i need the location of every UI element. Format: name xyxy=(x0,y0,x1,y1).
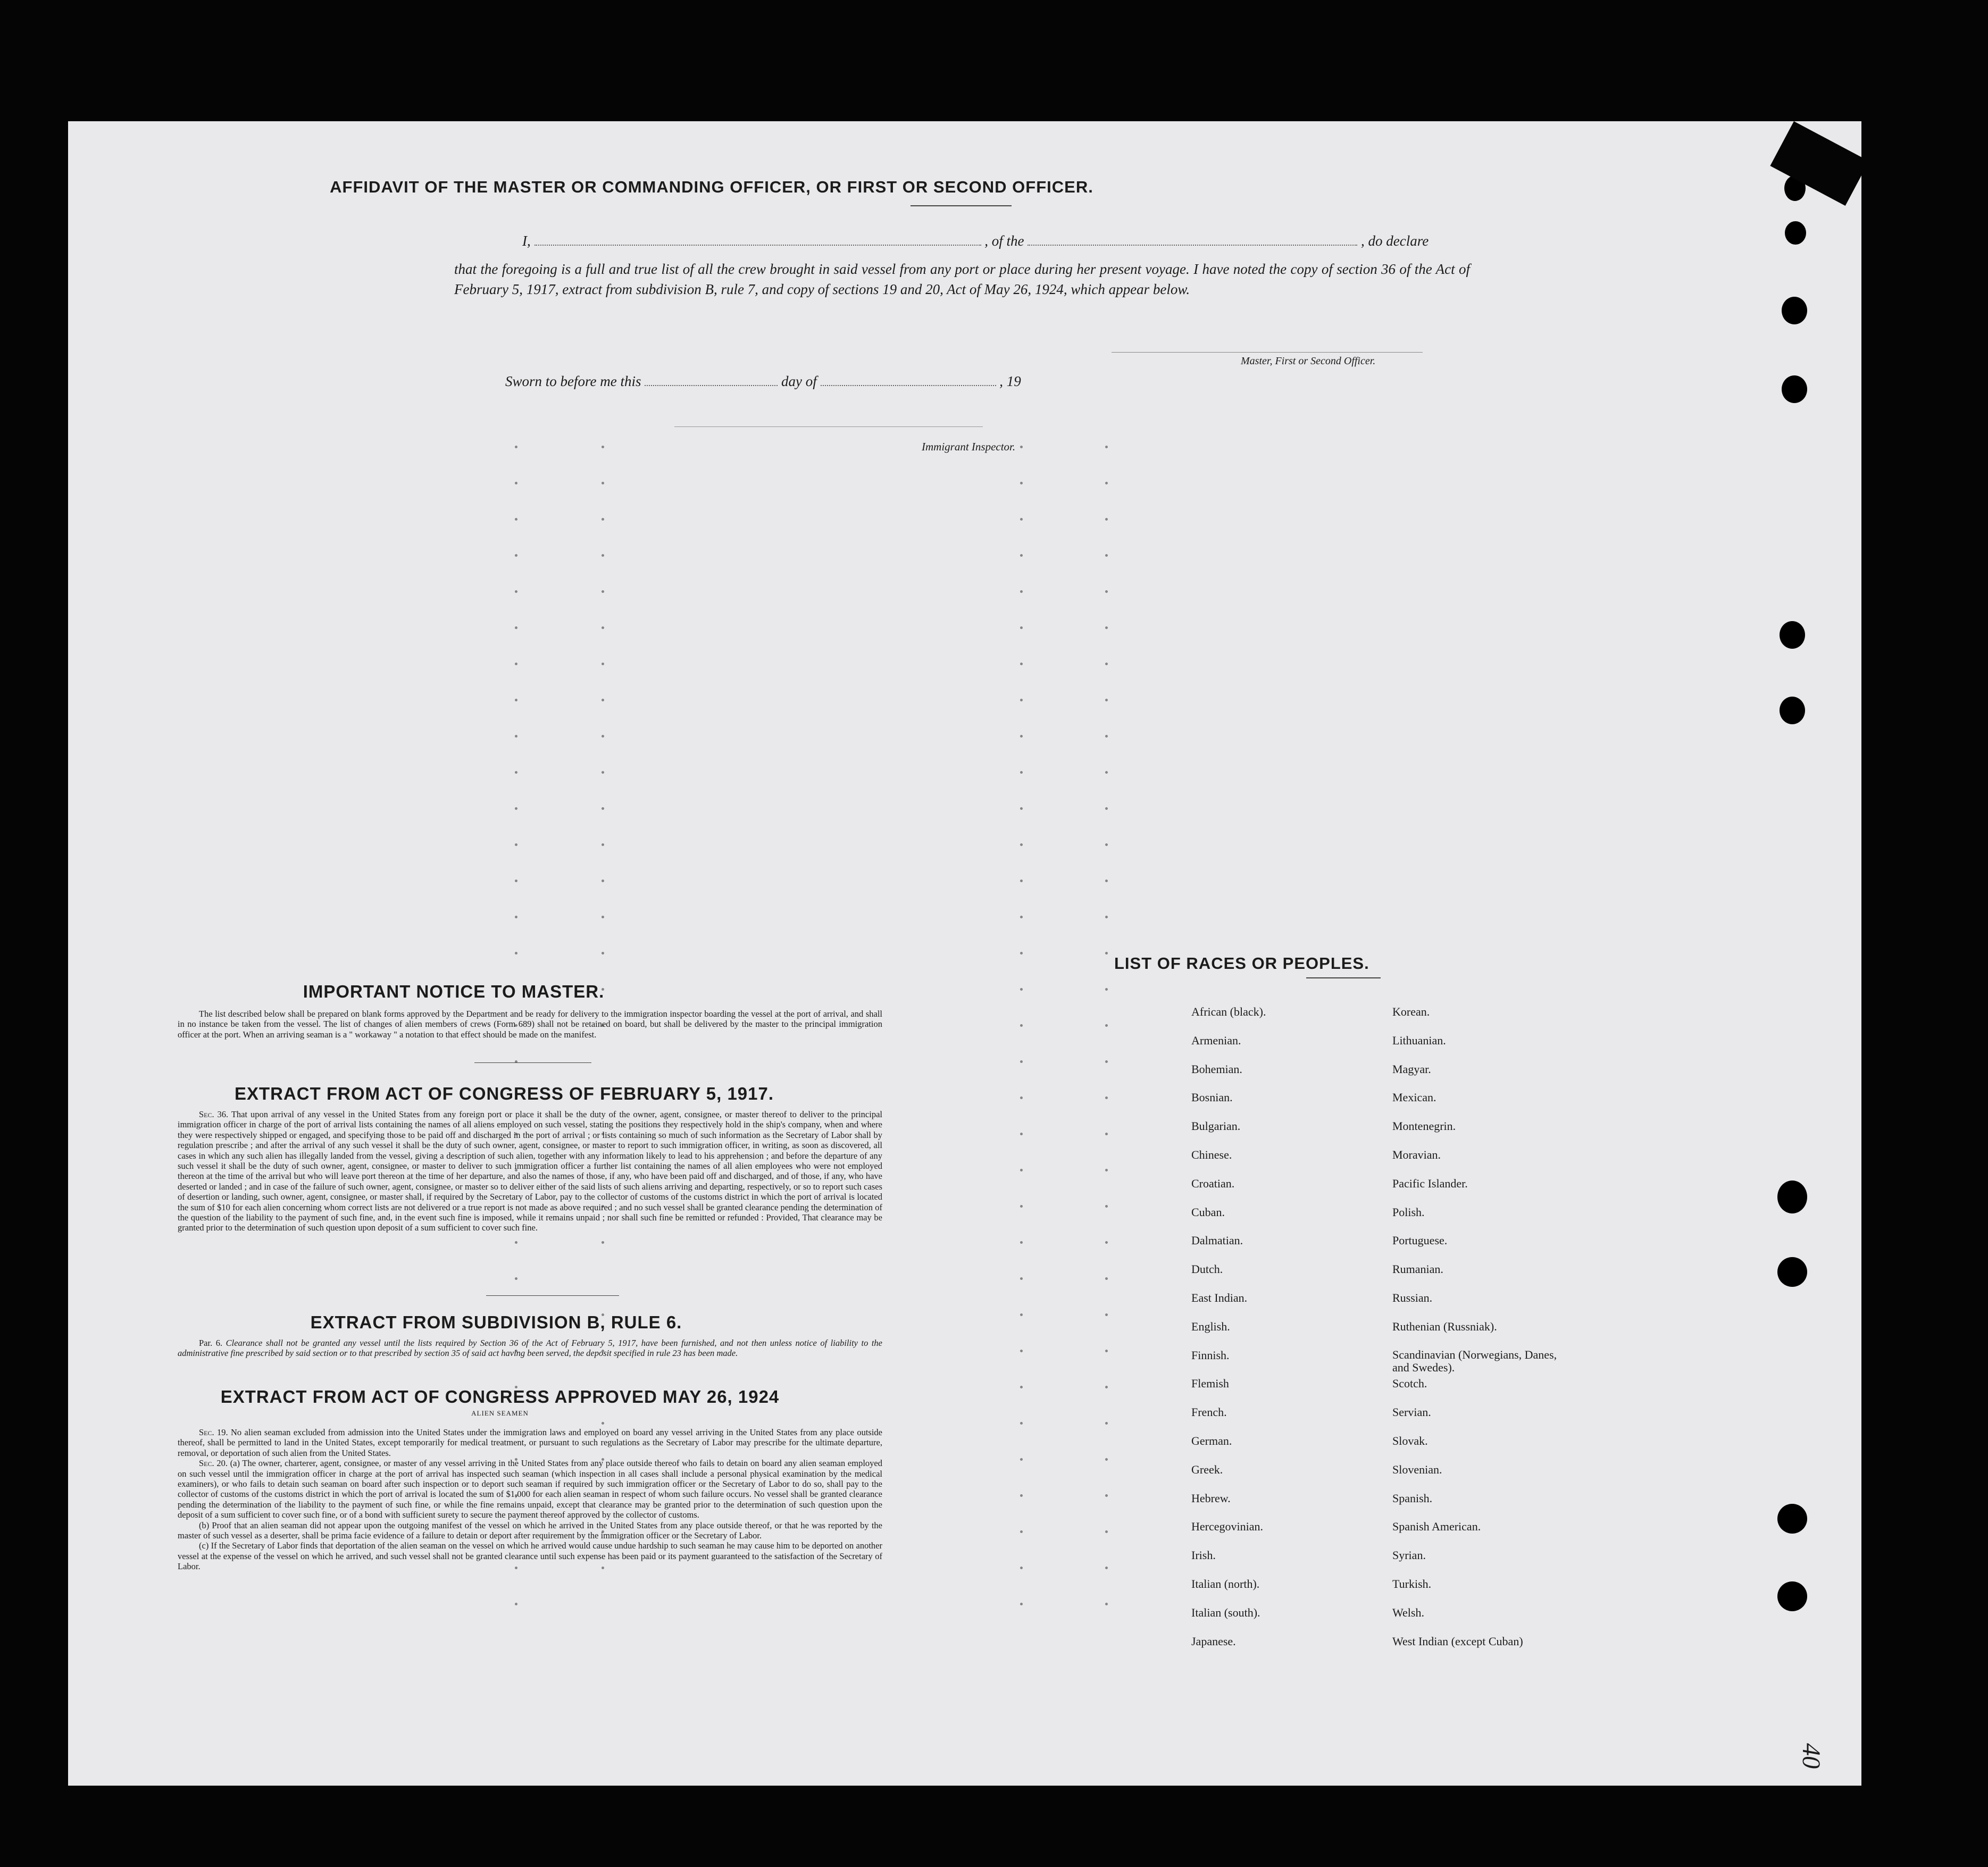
inspector-signature-line[interactable] xyxy=(674,426,983,427)
bleed-dot xyxy=(1105,482,1108,484)
bleed-dot xyxy=(1105,1422,1108,1425)
bleed-dot xyxy=(1020,988,1023,991)
bleed-dot xyxy=(515,446,517,448)
bleed-dot xyxy=(1105,1603,1108,1605)
handwritten-page-number: 40 xyxy=(1797,1743,1825,1769)
race-item: Bulgarian. xyxy=(1191,1119,1241,1133)
race-item: Bohemian. xyxy=(1191,1062,1242,1076)
bleed-dot xyxy=(1105,1567,1108,1569)
sec-36-text: That upon arrival of any vessel in the United States from any foreign port or place it shall be the duty of the owner, agent, consignee, or master thereof to deliver to the principal immigration officer in charge of the port of arrival lists containing the names of all aliens employed on such vessel, stating the positions they respectively hold in the ship's company, when and where they were respectively shipped or engaged, and specifying those to be paid off and discharged in the port of arrival ; or lists containing so much of such information as the Secretary of Labor shall by regulation prescribe ; and after the arrival of any such vessel it shall be the duty of such owner, agent, consignee, or master to report to such immigration officer, in writing, as soon as discovered, all cases in which any such alien has illegally landed from the vessel, giving a description of such alien, together with any information likely to lead to his apprehension ; and before the departure of any such vessel it shall be the duty of such owner, agent, consignee, or master to deliver to such immigration officer a further list containing the names of all alien employees who were not employed thereon at the time of the arrival but who will leave port thereon at the time of her departure, and also the names of those, if any, who have been paid off and discharged, and of those, if any, who have deserted or landed ; and in case of the failure of such owner, agent, consignee, or master so to deliver either of the said lists of such aliens arriving and departing, respectively, or so to report such cases of desertion or landing, such owner, agent, consignee, or master shall, if required by the Secretary of Labor, pay to the collector of customs of the customs district in which the port of arrival is located the sum of $10 for each alien concerning whom correct lists are not delivered or a true report is not made as above required ; and no such vessel shall be granted clearance pending the determination of the question of the liability to the payment of such fine, and, in the event such fine is imposed, while it remains unpaid ; nor shall such fine be remitted or refunded : Provided, That clearance may be granted prior to the determination of such question upon deposit of a sum sufficient to cover such fine. xyxy=(178,1109,882,1233)
race-item: Scotch. xyxy=(1392,1377,1427,1391)
bleed-dot xyxy=(1105,988,1108,991)
race-item: Pacific Islander. xyxy=(1392,1176,1468,1190)
bleed-dot xyxy=(1105,446,1108,448)
sec-36-label: Sec. 36. xyxy=(199,1109,229,1119)
race-item: Slovak. xyxy=(1392,1434,1428,1447)
bleed-dot xyxy=(1105,952,1108,955)
bleed-dot xyxy=(1105,699,1108,701)
bleed-dot xyxy=(1020,699,1023,701)
bleed-dot xyxy=(1020,1458,1023,1461)
sworn-month-field[interactable] xyxy=(821,385,996,386)
race-item: Lithuanian. xyxy=(1392,1033,1446,1047)
bleed-dot xyxy=(1020,1350,1023,1352)
punch-hole xyxy=(1777,1257,1807,1287)
bleed-dot xyxy=(1020,807,1023,810)
bleed-dot xyxy=(1020,446,1023,448)
bleed-dot xyxy=(1105,590,1108,593)
sworn-line xyxy=(505,373,1021,390)
race-item: Dutch. xyxy=(1191,1262,1223,1276)
bleed-dot xyxy=(1020,1277,1023,1280)
punch-hole xyxy=(1782,375,1807,403)
punch-hole xyxy=(1780,697,1805,724)
affidavit-title: AFFIDAVIT OF THE MASTER OR COMMANDING OFFICER, OR FIRST OR SECOND OFFICER. xyxy=(330,178,1093,196)
bleed-dot xyxy=(602,554,604,557)
race-item: Portuguese. xyxy=(1392,1234,1448,1248)
race-item: Magyar. xyxy=(1392,1062,1431,1076)
race-item: Welsh. xyxy=(1392,1605,1424,1619)
bleed-dot xyxy=(602,1422,604,1425)
bleed-dot xyxy=(515,518,517,521)
punch-hole xyxy=(1777,1181,1807,1213)
race-item: Finnish. xyxy=(1191,1348,1230,1362)
bleed-dot xyxy=(1020,1530,1023,1533)
declaration-line xyxy=(470,233,1539,249)
sec-19-label: Sec. 19. xyxy=(199,1427,228,1437)
par-6-label: Par. 6. xyxy=(199,1338,223,1348)
race-item: Russian. xyxy=(1392,1291,1433,1304)
notice-divider xyxy=(474,1062,591,1063)
bleed-dot xyxy=(515,771,517,774)
bleed-dot xyxy=(1105,735,1108,738)
par-6-text: Clearance shall not be granted any vessel until the lists required by Section 36 of the Act of February 5, 1917, have been furnished, and not then unless notice of liability to the administrative fine prescribed by said section or to that prescribed by section 35 of said act having been served, the deposit specified in rule 23 has been made. xyxy=(178,1338,883,1359)
bleed-dot xyxy=(515,735,517,738)
bleed-dot xyxy=(515,952,517,955)
bleed-dot xyxy=(1105,1277,1108,1280)
race-item: Turkish. xyxy=(1392,1577,1432,1590)
punch-hole xyxy=(1785,221,1806,245)
bleed-dot xyxy=(1105,843,1108,846)
sworn-day-field[interactable] xyxy=(645,385,778,386)
race-item: Armenian. xyxy=(1191,1033,1241,1047)
declaration-i: I, xyxy=(522,233,531,249)
bleed-dot xyxy=(1105,1060,1108,1063)
bleed-dot xyxy=(515,482,517,484)
bleed-dot xyxy=(515,807,517,810)
race-item: French. xyxy=(1191,1405,1227,1419)
bleed-dot xyxy=(602,807,604,810)
extract-1917-text xyxy=(178,1109,882,1233)
race-item: Montenegrin. xyxy=(1392,1119,1456,1133)
declarant-name-field[interactable] xyxy=(534,245,981,246)
race-item: Spanish. xyxy=(1392,1491,1433,1505)
master-signature-label: Master, First or Second Officer. xyxy=(1241,355,1376,367)
race-item: Croatian. xyxy=(1191,1176,1235,1190)
race-item: Rumanian. xyxy=(1392,1262,1443,1276)
bleed-dot xyxy=(1020,482,1023,484)
vessel-name-field[interactable] xyxy=(1028,245,1357,246)
sec-20c-text: (c) If the Secretary of Labor finds that deportation of the alien seaman on the vessel on which he arrived would cause undue hardship to such seaman he may cause him to be deported on another vessel at the expense of the vessel on which he arrived, and such vessel shall not be granted clearance until such expense has been paid or its payment guaranteed to the satisfaction of the Secretary of Labor. xyxy=(178,1541,882,1572)
race-item: Italian (south). xyxy=(1191,1605,1260,1619)
bleed-dot xyxy=(1020,590,1023,593)
bleed-dot xyxy=(1105,1350,1108,1352)
race-item: Cuban. xyxy=(1191,1205,1225,1219)
punch-hole xyxy=(1782,297,1807,324)
sec-20-label: Sec. 20. xyxy=(199,1458,228,1469)
sec-19-text: No alien seaman excluded from admission into the United States under the immigration laws and employed on board any vessel arriving in the United States from any place outside thereof, shall be permitted to land in the United States, except temporarily for medical treatment, or pursuant to such regulations as the Secretary of Labor may prescribe for the ultimate departure, removal, or deportation of such alien from the United States. xyxy=(178,1427,882,1458)
sworn-day-of: day of xyxy=(781,373,817,389)
race-item: Scandinavian (Norwegians, Danes, and Swedes). xyxy=(1392,1347,1557,1374)
bleed-dot xyxy=(1105,626,1108,629)
bleed-dot xyxy=(602,843,604,846)
races-title: LIST OF RACES OR PEOPLES. xyxy=(1114,954,1369,973)
race-item: Flemish xyxy=(1191,1377,1229,1391)
bleed-dot xyxy=(602,482,604,484)
race-item: Spanish American. xyxy=(1392,1520,1481,1534)
bleed-dot xyxy=(1105,1494,1108,1497)
bleed-dot xyxy=(1020,1494,1023,1497)
bleed-dot xyxy=(1020,880,1023,882)
bleed-dot xyxy=(515,554,517,557)
bleed-dot xyxy=(515,916,517,918)
bleed-dot xyxy=(1020,843,1023,846)
bleed-dot xyxy=(1020,554,1023,557)
bleed-dot xyxy=(1020,952,1023,955)
bleed-dot xyxy=(602,952,604,955)
declaration-declare: , do declare xyxy=(1361,233,1429,249)
race-item: African (black). xyxy=(1191,1005,1266,1018)
race-item: Mexican. xyxy=(1392,1091,1436,1104)
bleed-dot xyxy=(1105,1133,1108,1135)
bleed-dot xyxy=(602,735,604,738)
bleed-dot xyxy=(602,771,604,774)
punch-hole xyxy=(1777,1581,1807,1611)
bleed-dot xyxy=(1020,518,1023,521)
bleed-dot xyxy=(1105,663,1108,665)
bleed-dot xyxy=(602,518,604,521)
bleed-dot xyxy=(1020,1060,1023,1063)
race-item: German. xyxy=(1191,1434,1232,1447)
bleed-dot xyxy=(1020,771,1023,774)
bleed-dot xyxy=(1020,1241,1023,1244)
torn-corner xyxy=(1770,121,1861,206)
document-page xyxy=(68,121,1861,1786)
bleed-dot xyxy=(1105,1169,1108,1171)
race-item: Dalmatian. xyxy=(1191,1234,1243,1248)
extract-1917-title: EXTRACT FROM ACT OF CONGRESS OF FEBRUARY 5, 1917. xyxy=(234,1084,774,1103)
bleed-dot xyxy=(1020,1133,1023,1135)
bleed-dot xyxy=(1105,807,1108,810)
race-item: Moravian. xyxy=(1392,1148,1441,1161)
alien-seamen-subtitle: ALIEN SEAMEN xyxy=(471,1409,529,1417)
race-item: Japanese. xyxy=(1191,1634,1236,1648)
bleed-dot xyxy=(515,1277,517,1280)
race-item: Irish. xyxy=(1191,1548,1216,1562)
extract-1924-text xyxy=(178,1427,882,1572)
bleed-dot xyxy=(602,916,604,918)
bleed-dot xyxy=(1105,916,1108,918)
bleed-dot xyxy=(1020,916,1023,918)
bleed-dot xyxy=(1105,771,1108,774)
bleed-dot xyxy=(515,663,517,665)
declaration-body: that the foregoing is a full and true list of all the crew brought in said vessel from any port or place during her present voyage. I have noted the copy of section 36 of the Act of February 5, 1917, extract from subdivision B, rule 7, and copy of sections 19 and 20, Act of May 26, 1924, which appear below. xyxy=(454,261,1470,297)
inspector-label: Immigrant Inspector. xyxy=(922,440,1016,453)
bleed-dot xyxy=(602,446,604,448)
races-divider xyxy=(1306,977,1381,978)
punch-hole xyxy=(1780,621,1805,649)
race-item: Bosnian. xyxy=(1191,1091,1233,1104)
race-item: Slovenian. xyxy=(1392,1462,1442,1476)
bleed-dot xyxy=(602,663,604,665)
race-item: English. xyxy=(1191,1319,1230,1333)
bleed-dot xyxy=(1105,518,1108,521)
punch-hole xyxy=(1777,1504,1807,1534)
race-item: Italian (north). xyxy=(1191,1577,1260,1590)
bleed-dot xyxy=(1020,1603,1023,1605)
bleed-dot xyxy=(1105,1096,1108,1099)
bleed-dot xyxy=(1020,1313,1023,1316)
bleed-dot xyxy=(1105,1313,1108,1316)
bleed-dot xyxy=(1105,554,1108,557)
race-item: East Indian. xyxy=(1191,1291,1248,1304)
race-item: Chinese. xyxy=(1191,1148,1232,1161)
bleed-dot xyxy=(1105,1530,1108,1533)
bleed-dot xyxy=(515,880,517,882)
notice-text xyxy=(178,1009,882,1040)
bleed-dot xyxy=(515,626,517,629)
bleed-dot xyxy=(1020,1096,1023,1099)
bleed-dot xyxy=(1105,1386,1108,1388)
bleed-dot xyxy=(602,626,604,629)
sworn-prefix: Sworn to before me this xyxy=(505,373,641,389)
title-divider xyxy=(911,205,1012,206)
bleed-dot xyxy=(1105,1024,1108,1027)
bleed-dot xyxy=(1020,1386,1023,1388)
race-item: Hercegovinian. xyxy=(1191,1520,1263,1534)
bleed-dot xyxy=(1020,663,1023,665)
bleed-dot xyxy=(515,699,517,701)
bleed-dot xyxy=(1020,1422,1023,1425)
bleed-dot xyxy=(602,699,604,701)
extract-rule6-title: EXTRACT FROM SUBDIVISION B, RULE 6. xyxy=(310,1312,682,1332)
bleed-dot xyxy=(515,843,517,846)
bleed-dot xyxy=(1020,1169,1023,1171)
race-item: Korean. xyxy=(1392,1005,1430,1018)
race-item: Servian. xyxy=(1392,1405,1431,1419)
notice-paragraph: The list described below shall be prepared on blank forms approved by the Department and be ready for delivery to the immigration inspector boarding the vessel at the port of arrival, and shall in no instance be taken from the vessel. The list of changes of alien members of crews (Form 689) shall not be retained on board, but shall be delivered by the master to the principal immigration officer at the port. When an arriving seaman is a " workaway " a notation to that effect should be made on the manifest. xyxy=(178,1009,882,1040)
extract-1924-title: EXTRACT FROM ACT OF CONGRESS APPROVED MAY 26, 1924 xyxy=(220,1387,780,1406)
master-signature-line[interactable] xyxy=(1112,352,1423,353)
race-item: Polish. xyxy=(1392,1205,1425,1219)
extract-1917-divider xyxy=(486,1295,619,1296)
bleed-dot xyxy=(602,880,604,882)
bleed-dot xyxy=(1020,1024,1023,1027)
bleed-dot xyxy=(602,1241,604,1244)
bleed-dot xyxy=(515,590,517,593)
race-item: Ruthenian (Russniak). xyxy=(1392,1319,1497,1333)
bleed-dot xyxy=(1020,1567,1023,1569)
bleed-dot xyxy=(1020,735,1023,738)
notice-title: IMPORTANT NOTICE TO MASTER. xyxy=(303,982,605,1001)
bleed-dot xyxy=(602,590,604,593)
bleed-dot xyxy=(1020,626,1023,629)
bleed-dot xyxy=(1105,880,1108,882)
race-item: Hebrew. xyxy=(1191,1491,1231,1505)
sworn-year: , 19 xyxy=(999,373,1021,389)
bleed-dot xyxy=(515,1241,517,1244)
race-item: West Indian (except Cuban) xyxy=(1392,1634,1523,1648)
bleed-dot xyxy=(1020,1205,1023,1208)
declaration-of-the: , of the xyxy=(984,233,1024,249)
bleed-dot xyxy=(1105,1205,1108,1208)
bleed-dot xyxy=(515,1603,517,1605)
bleed-dot xyxy=(1105,1458,1108,1461)
race-item: Syrian. xyxy=(1392,1548,1426,1562)
sec-20b-text: (b) Proof that an alien seaman did not appear upon the outgoing manifest of the vessel on which he arrived in the United States from any place outside thereof, or that he was reported by the master of such vessel as a deserter, shall be prima facie evidence of a failure to detain or deport after requirement by the immigration officer or the Secretary of Labor. xyxy=(178,1520,882,1541)
sec-20a-text: (a) The owner, charterer, agent, consignee, or master of any vessel arriving in the United States from any place outside thereof who fails to detain on board any alien seaman employed on such vessel until the immigration officer in charge at the port of arrival has inspected such seaman (which inspection in all cases shall include a personal physical examination by the medical examiners), or who fails to detain such seaman on board after such inspection or to deport such seaman if required by such immigration officer or the Secretary of Labor to do so, shall pay to the collector of customs of the customs district in which the port of arrival is located the sum of $1,000 for each alien seaman in respect of whom such failure occurs. No vessel shall be granted clearance pending the determination of the liability to the payment of such fine, or while the fine remains unpaid, except that clearance may be granted prior to the determination of such question upon the deposit of a sum sufficient to cover such fine, or of a bond with sufficient surety to secure the payment thereof approved by the collector of customs. xyxy=(178,1458,883,1520)
race-item: Greek. xyxy=(1191,1462,1223,1476)
extract-rule6-text xyxy=(178,1338,882,1359)
bleed-dot xyxy=(1105,1241,1108,1244)
